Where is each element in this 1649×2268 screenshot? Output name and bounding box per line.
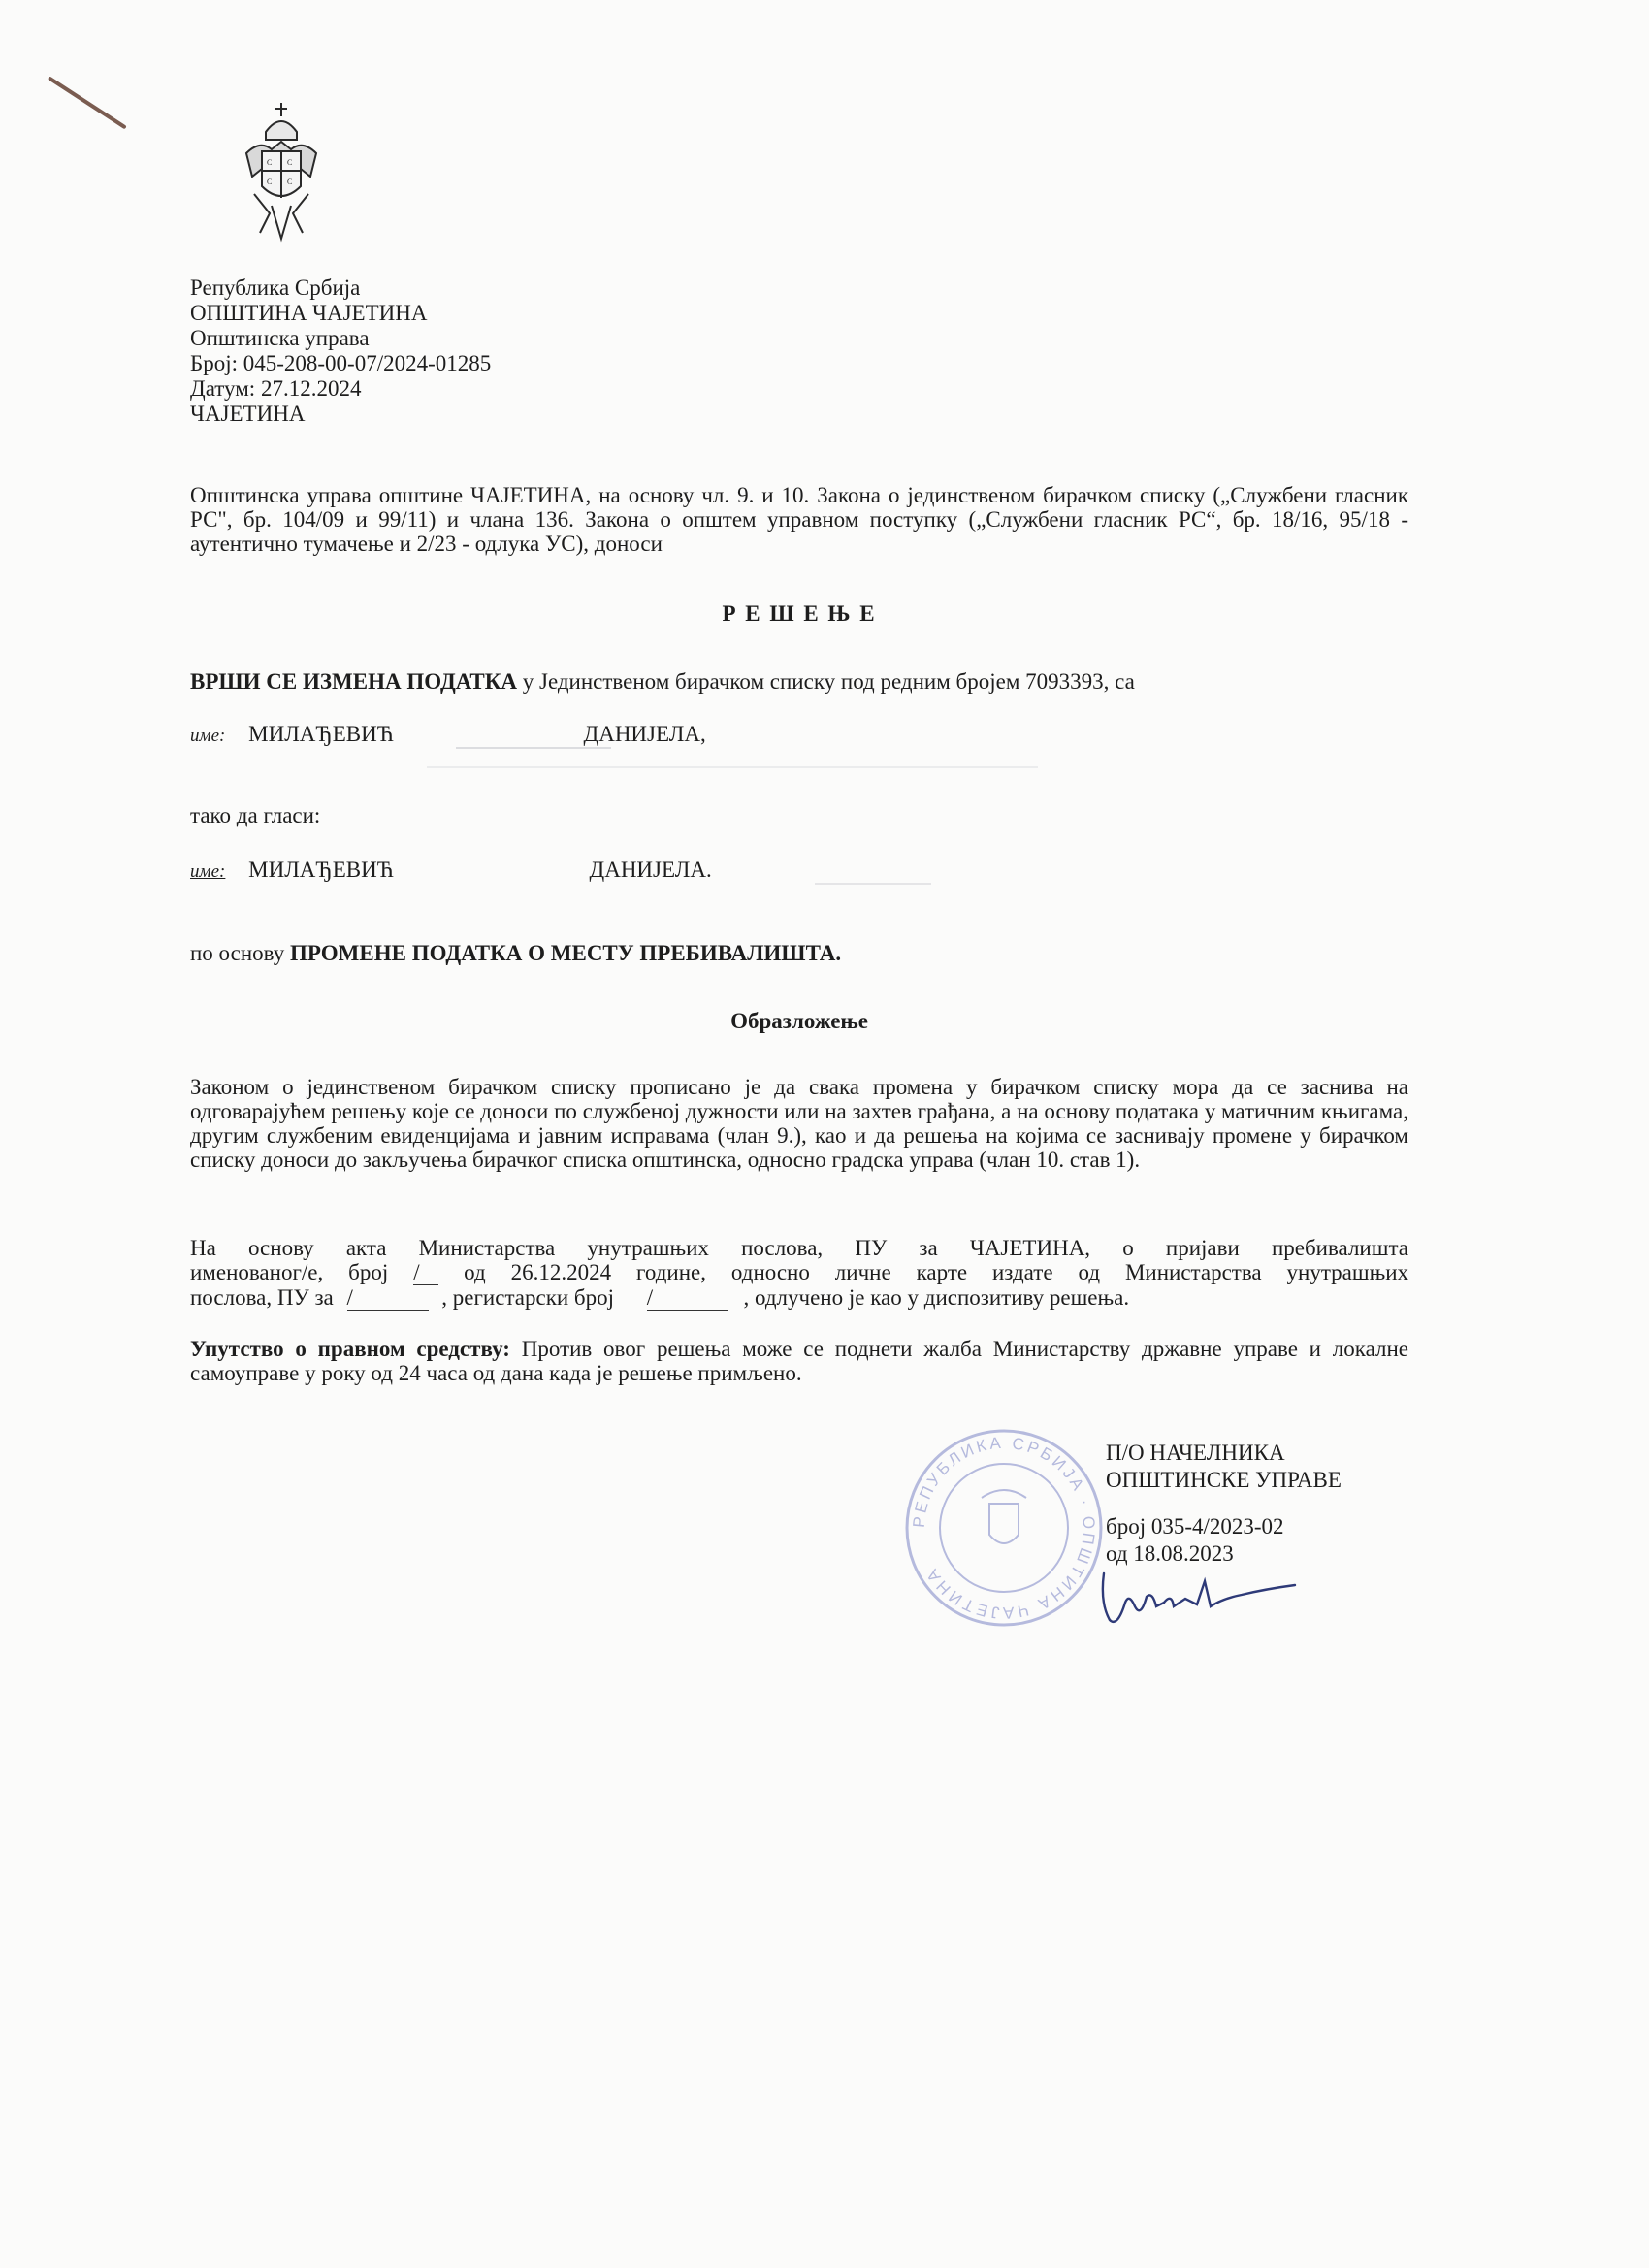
header-country: Република Србија bbox=[190, 275, 361, 300]
name-after-given: ДАНИЈЕЛА. bbox=[589, 858, 712, 882]
scan-artifact-line bbox=[48, 76, 127, 129]
decision-title: Р Е Ш Е Њ Е bbox=[722, 601, 877, 626]
header-number: Број: 045-208-00-07/2024-01285 bbox=[190, 351, 492, 375]
svg-text:С: С bbox=[287, 178, 293, 186]
name-after-label: име: bbox=[190, 861, 226, 882]
signatory-line4: од 18.08.2023 bbox=[1106, 1541, 1234, 1566]
redaction-smudge bbox=[815, 883, 931, 885]
header-date: Датум: 27.12.2024 bbox=[190, 376, 362, 401]
name-after-row bbox=[190, 858, 712, 883]
intro-paragraph: Општинска управа општине ЧАЈЕТИНА, на основу чл. 9. и 10. Закона о јединственом бирачком списку („Службени гласник РС", бр. 104/09 и 99/11) и члана 136. Закона о општем управном поступку („Службени гласник РС“, бр. 18/16, 95/18 - аутентично тумачење и 2/23 - одлука УС), доноси bbox=[190, 483, 1408, 556]
name-before-given: ДАНИЈЕЛА, bbox=[583, 722, 706, 746]
name-before-label: име: bbox=[190, 726, 226, 746]
reasoning-p2-line2b: од 26.12.2024 године, односно личне карте издате од Министарства унутрашњих bbox=[464, 1260, 1409, 1284]
handwritten-signature bbox=[1096, 1564, 1300, 1632]
blank-number: / bbox=[413, 1260, 438, 1285]
basis-bold: ПРОМЕНЕ ПОДАТКА О МЕСТУ ПРЕБИВАЛИШТА. bbox=[289, 941, 842, 965]
instructions-bold: Упутство о правном средству: bbox=[190, 1337, 510, 1361]
blank-police-station: / bbox=[347, 1285, 429, 1311]
name-before-surname: МИЛАЂЕВИЋ bbox=[248, 722, 394, 746]
basis-statement bbox=[190, 941, 841, 966]
signatory-line3: број 035-4/2023-02 bbox=[1106, 1514, 1284, 1539]
signatory-block bbox=[1106, 1440, 1342, 1568]
reasoning-paragraph-2 bbox=[190, 1236, 1408, 1311]
signatory-line1: П/О НАЧЕЛНИКА bbox=[1106, 1441, 1285, 1465]
name-before-row bbox=[190, 722, 706, 747]
svg-text:РЕПУБЛИКА СРБИЈА · ОПШТИНА ЧАЈ bbox=[910, 1434, 1099, 1622]
blank-registry-number: / bbox=[647, 1285, 728, 1311]
redaction-smudge bbox=[456, 747, 611, 749]
to-read-label: тако да гласи: bbox=[190, 803, 321, 827]
reasoning-paragraph-1: Законом о јединственом бирачком списку прописано је да свака промена у бирачком списку мора да се заснива на одговарајућем решењу које се доноси по службеној дужности или на захтев грађана, а на основу података у матичним књигама, другим службеним евиденцијама и јавним исправама (члан 9.), као и да решења на којима се заснивају промене у бирачком списку доноси до закључења бирачког списка општинска, односно градска управа (члан 10. став 1). bbox=[190, 1075, 1408, 1172]
document-header bbox=[190, 275, 491, 427]
decision-statement-rest: у Јединственом бирачком списку под редним бројем 7093393, са bbox=[517, 669, 1135, 694]
decision-statement bbox=[190, 669, 1135, 695]
svg-text:С: С bbox=[287, 158, 293, 167]
name-after-surname: МИЛАЂЕВИЋ bbox=[248, 858, 394, 882]
redaction-smudge bbox=[427, 766, 1038, 768]
instructions-rest: Против овог решења може се поднети жалба Министарству државне управе и локалне самоуправе у року од 24 часа од дана када је решење примљено. bbox=[190, 1337, 1408, 1385]
reasoning-p2-line2a: именованог/е, број bbox=[190, 1260, 389, 1284]
stamp-text: РЕПУБЛИКА СРБИЈА · ОПШТИНА ЧАЈЕТИНА bbox=[909, 1433, 1099, 1623]
decision-statement-bold: ВРШИ СЕ ИЗМЕНА ПОДАТКА bbox=[190, 669, 517, 694]
reasoning-p2-line3b: , регистарски број bbox=[441, 1285, 615, 1310]
signatory-line2: ОПШТИНСКЕ УПРАВЕ bbox=[1106, 1468, 1342, 1492]
legal-remedy-instructions bbox=[190, 1337, 1408, 1385]
reasoning-p2-line2 bbox=[190, 1260, 1408, 1285]
official-stamp bbox=[902, 1426, 1106, 1630]
header-place: ЧАЈЕТИНА bbox=[190, 402, 306, 426]
reasoning-p2-line1: На основу акта Министарства унутрашњих послова, ПУ за ЧАЈЕТИНА, о пријави пребивалишта bbox=[190, 1236, 1408, 1260]
svg-text:С: С bbox=[267, 178, 273, 186]
reasoning-p2-line3a: послова, ПУ за bbox=[190, 1285, 334, 1310]
coat-of-arms-icon bbox=[241, 97, 322, 246]
header-municipality: ОПШТИНА ЧАЈЕТИНА bbox=[190, 301, 428, 325]
svg-text:С: С bbox=[267, 158, 273, 167]
reasoning-title: Образложење bbox=[730, 1009, 868, 1033]
header-administration: Општинска управа bbox=[190, 326, 370, 350]
reasoning-p2-line3c: , одлучено је као у диспозитиву решења. bbox=[743, 1285, 1130, 1310]
reasoning-p2-line3 bbox=[190, 1285, 1408, 1311]
basis-prefix: по основу bbox=[190, 941, 290, 965]
